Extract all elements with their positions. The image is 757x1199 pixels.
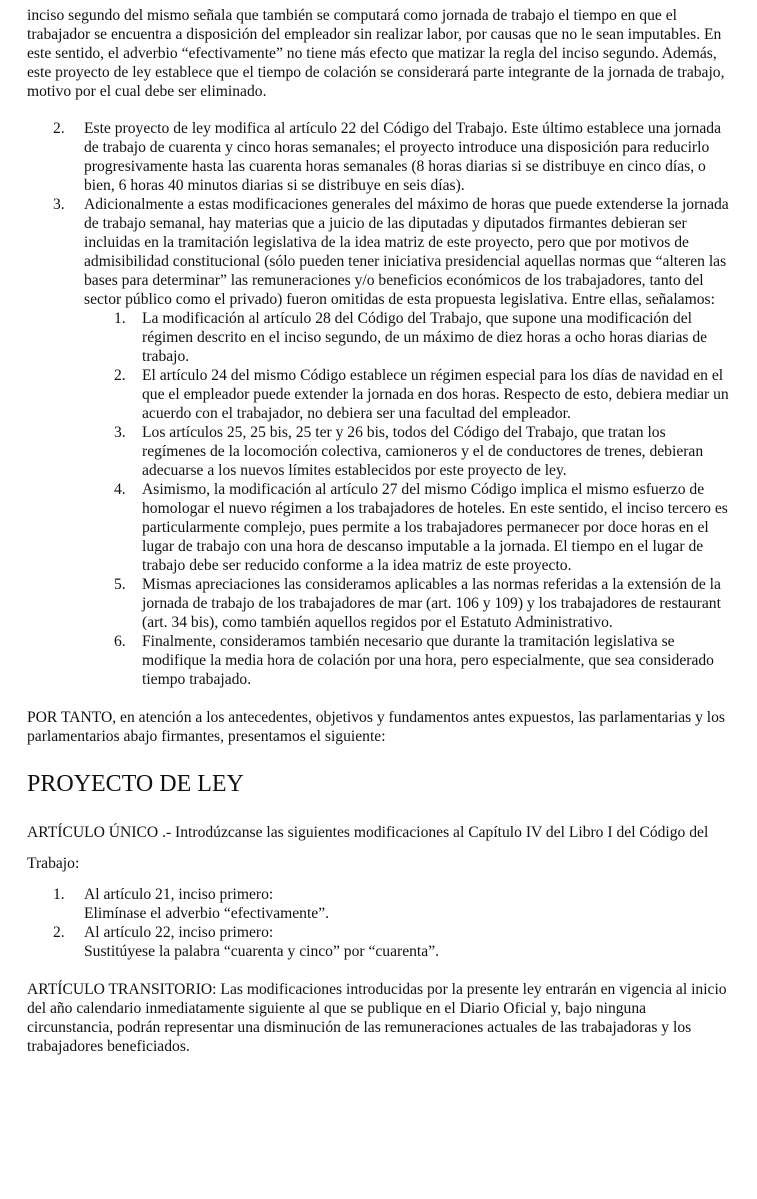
- por-tanto-paragraph: POR TANTO, en atención a los antecedentes, objetivos y fundamentos antes expuestos, las parlamentarias y los parlamentarios abajo firmantes, presentamos el siguiente:: [27, 709, 725, 745]
- main-list-item-2: [27, 119, 733, 195]
- list-number: 2.: [114, 367, 126, 384]
- list-item-text: Este proyecto de ley modifica al artículo 22 del Código del Trabajo. Este último establece una jornada de trabajo de cuarenta y cinco horas semanales; el proyecto introduce una disposición para reducirlo progresivamente hasta las cuarenta horas semanales (8 horas diarias si se distribuye en cinco días, o bien, 6 horas 40 minutos diarias si se distribuye en seis días).: [84, 120, 721, 194]
- main-list: [27, 119, 733, 689]
- article-item-heading: Al artículo 21, inciso primero:: [84, 886, 274, 903]
- list-number: 1.: [114, 310, 126, 327]
- sub-list-item-5: [114, 575, 733, 632]
- article-item-heading: Al artículo 22, inciso primero:: [84, 924, 274, 941]
- intro-paragraph: inciso segundo del mismo señala que también se computará como jornada de trabajo el tiempo en que el trabajador se encuentra a disposición del empleador sin realizar labor, por causas que no le sean imputables. En este sentido, el adverbio “efectivamente” no tiene más efecto que matizar la regla del inciso segundo. Además, este proyecto de ley establece que el tiempo de colación se considerará parte integrante de la jornada de trabajo, motivo por el cual debe ser eliminado.: [27, 7, 725, 100]
- list-item-text: Los artículos 25, 25 bis, 25 ter y 26 bis, todos del Código del Trabajo, que tratan los regímenes de la locomoción colectiva, camioneros y el de conductores de trenes, debieran adecuarse a los nuevos límites establecidos por este proyecto de ley.: [142, 424, 704, 479]
- list-item-text: Adicionalmente a estas modificaciones generales del máximo de horas que puede extenderse la jornada de trabajo semanal, hay materias que a juicio de las diputadas y diputados firmantes debieran ser incluidas en la tramitación legislativa de la idea matriz de este proyecto, pero que por motivos de admisibilidad constitucional (sólo pueden tener iniciativa presidencial aquellas normas que “alteren las bases para determinar” las remuneraciones y/o beneficios económicos de los trabajadores, tanto del sector público como el privado) fueron omitidas de esta propuesta legislativa. Entre ellas, señalamos:: [84, 196, 729, 308]
- article-list: [27, 885, 733, 961]
- list-number: 1.: [53, 886, 65, 903]
- sub-list-item-1: [114, 309, 733, 366]
- list-number: 6.: [114, 633, 126, 650]
- list-item-text: El artículo 24 del mismo Código establece un régimen especial para los días de navidad en el que el empleador puede extender la jornada en dos horas. Respecto de esto, debiera mediar un acuerdo con el trabajador, no debiera ser una facultad del empleador.: [142, 367, 729, 422]
- section-title: PROYECTO DE LEY: [27, 771, 244, 797]
- sub-list-item-3: [114, 423, 733, 480]
- articulo-unico-paragraph: ARTÍCULO ÚNICO .- Introdúzcanse las siguientes modificaciones al Capítulo IV del Libro I del Código del Trabajo:: [27, 824, 709, 872]
- list-number: 2.: [53, 120, 65, 137]
- articulo-transitorio-paragraph: ARTÍCULO TRANSITORIO: Las modificaciones introducidas por la presente ley entrarán en vigencia al inicio del año calendario inmediatamente siguiente al que se publique en el Diario Oficial y, bajo ninguna circunstancia, podrán representar una disminución de las remuneraciones actuales de las trabajadoras y los trabajadores beneficiados.: [27, 981, 727, 1055]
- list-item-text: Asimismo, la modificación al artículo 27 del mismo Código implica el mismo esfuerzo de homologar el nuevo régimen a los trabajadores de hoteles. En este sentido, el inciso tercero es particularmente complejo, pues permite a los trabajadores permanecer por doce horas en el lugar de trabajo con una hora de descanso imputable a la jornada. El tiempo en el lugar de trabajo debe ser reducido conforme a la idea matriz de este proyecto.: [142, 481, 728, 574]
- list-number: 2.: [53, 924, 65, 941]
- article-item-body: Elimínase el adverbio “efectivamente”.: [84, 905, 330, 922]
- sub-list: [114, 309, 733, 689]
- list-item-text: Finalmente, consideramos también necesario que durante la tramitación legislativa se modifique la media hora de colación por una hora, pero especialmente, que sea considerado tiempo trabajado.: [142, 633, 714, 688]
- list-number: 5.: [114, 576, 126, 593]
- sub-list-item-4: [114, 480, 733, 575]
- main-list-item-3: [27, 195, 733, 689]
- sub-list-item-2: [114, 366, 733, 423]
- list-number: 3.: [53, 196, 65, 213]
- sub-list-item-6: [114, 632, 733, 689]
- list-item-text: La modificación al artículo 28 del Código del Trabajo, que supone una modificación del régimen descrito en el inciso segundo, de un máximo de diez horas a ocho horas diarias de trabajo.: [142, 310, 708, 365]
- article-list-item-1: [27, 885, 733, 923]
- list-item-text: Mismas apreciaciones las consideramos aplicables a las normas referidas a la extensión de la jornada de trabajo de los trabajadores de mar (art. 106 y 109) y los trabajadores de restaurant (art. 34 bis), como también aquellos regidos por el Estatuto Administrativo.: [142, 576, 721, 631]
- list-number: 4.: [114, 481, 126, 498]
- article-item-body: Sustitúyese la palabra “cuarenta y cinco” por “cuarenta”.: [84, 943, 440, 960]
- article-list-item-2: [27, 923, 733, 961]
- list-number: 3.: [114, 424, 126, 441]
